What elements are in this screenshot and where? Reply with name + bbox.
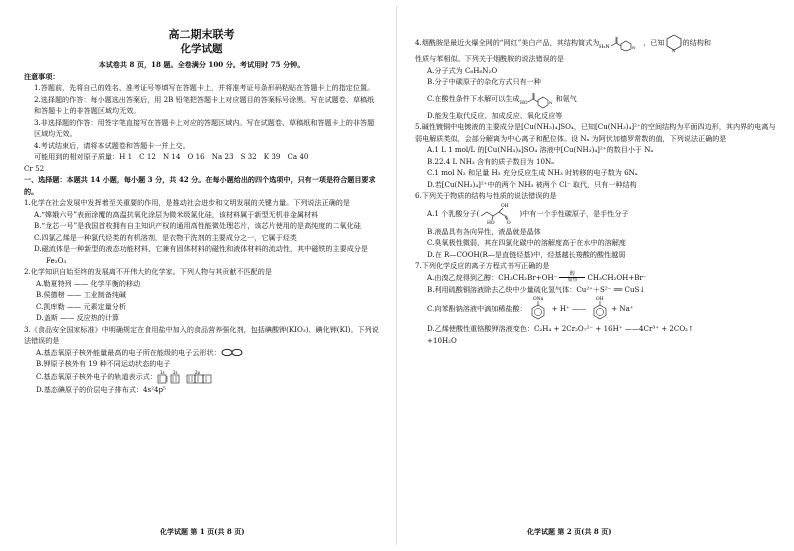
lactic-acid-structure xyxy=(479,202,519,226)
q7-option-c xyxy=(415,295,780,323)
page-1-footer: 化学试题 第 1 页(共 8 页) xyxy=(160,527,245,536)
page-2-content xyxy=(415,33,780,346)
svg-text:HO: HO xyxy=(519,100,528,106)
exam-title: 高二期末联考 xyxy=(168,28,235,41)
q1-option-a: A.“嫦娥六号”表面涂覆的高温抗氧化涂层为微米级氮化硅，该材料属于新型无机非金属材料 xyxy=(34,209,319,219)
phenol-structure xyxy=(589,295,611,323)
q3-option-c xyxy=(24,370,379,384)
q7-option-a xyxy=(415,272,780,284)
q2-option-b: B.侯德榜 —— 工业制备纯碱 xyxy=(36,290,127,299)
q5-option-b: B.22.4 L NH₃ 含有的质子数目为 10Nₐ xyxy=(427,156,554,166)
svg-text:O: O xyxy=(507,220,512,226)
q1-option-c: C.四氯乙烯是一种氯代烃类的有机溶剂，是衣物干洗剂的主要成分之一，它属于烃类 xyxy=(34,232,297,242)
q4-stem-a: 4.烟酰胺是最近火爆全网的“网红”美白产品，其结构简式为 xyxy=(415,38,600,48)
q6-stem: 6.下列关于物质的结构与性质的说法错误的是 xyxy=(415,191,557,200)
q2-option-d: D.盖斯 —— 反应热的计算 xyxy=(36,313,120,322)
svg-text:N: N xyxy=(548,99,553,105)
exam-subtitle: 化学试题 xyxy=(180,43,223,55)
q1-option-b: B.“龙芯一号”是我国首枚拥有自主知识产权的通用高性能微处理芯片，该芯片使用的是高纯度的二氧化硅 xyxy=(34,221,361,230)
q4-option-b: B.分子中碳原子的杂化方式只有一种 xyxy=(427,77,541,86)
dumbbell-orbital-icon xyxy=(221,348,243,357)
note-4: 4.考试结束后，请将本试题卷和答题卡一并上交。 xyxy=(34,140,190,150)
svg-text:N: N xyxy=(671,48,676,52)
arrow-condition-top: 醇 xyxy=(569,270,575,277)
q6-option-a-tail: )中有一个手性碳原子，是手性分子 xyxy=(519,208,629,218)
q4-stem-b: ，已知 xyxy=(643,38,665,48)
notes-header: 注意事项： xyxy=(24,71,60,81)
nicotinamide-amide-label: H₂N xyxy=(599,44,611,50)
svg-text:HO: HO xyxy=(487,220,496,226)
note-3: 3.非选择题的作答：用签字笔直接写在答题卡上对应的答题区域内。写在试题卷、草稿纸和答题卡上的非答题区域均无效。 xyxy=(34,117,375,138)
q6-option-a xyxy=(415,202,780,226)
orbital-diagram xyxy=(157,370,219,384)
orbital-label-2s: 2s xyxy=(172,369,178,375)
q4-option-c xyxy=(415,88,780,110)
q5-option-a: A.1 L 1 mol/L 的[Cu(NH₃)₄]SO₄ 溶液中[Cu(NH₃)₄]²⁺的数目小于 Nₐ xyxy=(427,145,654,154)
q3-option-a-text: A.基态氧原子核外能量最高的电子所在能级的电子云形状： xyxy=(36,347,221,357)
q2-option-a: A.勒夏特列 —— 化学平衡的移动 xyxy=(36,278,141,288)
q6-option-b: B.液晶具有各向异性，液晶就是晶体 xyxy=(427,226,541,236)
q7-option-c-text: C.向苯酚钠溶液中滴加稀盐酸： xyxy=(427,304,527,314)
q2-stem: 2.化学知识自始至终的发展离不开伟大的化学家。下列人物与其贡献不匹配的是 xyxy=(24,267,272,276)
sodium-phenoxide-label: ONa xyxy=(532,297,543,302)
q4-stem xyxy=(415,33,780,53)
q3-option-b: B.钾原子核外有 19 种不同运动状态的电子 xyxy=(36,359,171,368)
q3-option-a xyxy=(24,347,379,359)
q5-stem: 5.碱性镀铜中电镀液的主要成分是[Cu(NH₃)₄]SO₄，已知[Cu(NH₃)₄]²⁺的空间结构为平面四边形，其内界的电离与弱电解质类似，会部分解离为中心离子和配位体。设 Nₐ 为阿伏加德罗常数的值，下列说法正确的是 xyxy=(415,122,776,143)
q3-stem: 3.《食品安全国家标准》中明确规定在食用盐中加入的食品营养强化剂，包括碘酸钾(KIO₃)、碘化钾(KI)。下列说法错误的是 xyxy=(24,324,379,345)
page-2 xyxy=(397,0,794,551)
note-1: 1.答题前，先将自己的姓名、准考证号等填写在答题卡上，并将准考证号条形码粘贴在答题卡上的指定位置。 xyxy=(34,83,375,92)
q7-option-a-text: A.由溴乙烷得到乙醇：CH₃CH₂Br+OH⁻ xyxy=(427,272,558,282)
nicotinamide-structure xyxy=(599,33,643,53)
q6-option-d: D.在 R—COOH(R—是直链烃基)中，烃基越长羧酸的酸性越弱 xyxy=(427,249,626,259)
q7-option-d: D.乙烯使酸性重铬酸钾溶液变色：C₂H₄ + 2Cr₂O₇²⁻ + 16H⁺ ——4Cr³⁺ + 2CO₂↑ xyxy=(427,324,694,333)
page-2-footer: 化学试题 第 2 页(共 8 页) xyxy=(527,527,612,536)
q1-option-d: D.磁流体是一种新型的液态功能材料，它兼有固体材料的磁性和液体材料的流动性，其中磁铁的主要成分是 Fe₂O₃ xyxy=(34,244,368,265)
q6-option-a-text: A.1 个乳酸分子( xyxy=(427,208,480,218)
q4-option-d: D.能发生取代反应、加成反应、氧化反应等 xyxy=(427,110,563,120)
q7-stem: 7.下列化学反应的离子方程式书写正确的是 xyxy=(415,261,550,270)
q4-stem-c: 的结构和 xyxy=(682,38,711,48)
arrow-condition-bottom: 加热 xyxy=(567,277,578,283)
orbital-label-2p: 2p xyxy=(194,369,201,375)
q4-option-a: A.分子式为 C₆H₆N₂O xyxy=(427,65,498,75)
section-header: 一、选择题：本题共 14 小题，每小题 3 分，共 42 分。在每小题给出的四个选项中，只有一项是符合题目要求的。 xyxy=(24,175,376,196)
atomic-mass-cont: Cr 52 xyxy=(24,163,45,173)
orbital-label-1s: 1s xyxy=(159,369,165,375)
q1-stem: 1.化学在社会发展中发挥着至关重要的作用，是推动社会进步和文明发展的关键力量。下列说法正确的是 xyxy=(24,198,350,207)
q4-stem-line2: 性质与苯相似。下列关于烟酰胺的说法错误的是 xyxy=(415,54,564,63)
q7-option-c-mid: + H⁺ —— xyxy=(551,304,587,314)
sodium-phenoxide-structure xyxy=(527,295,549,323)
q7-option-d-cont: +10H₂O xyxy=(427,335,457,345)
q4-option-c-text: C.在酸性条件下水解可以生成 xyxy=(427,93,520,103)
phenol-label: OH xyxy=(596,297,604,302)
q2-option-c: C.凯库勒 —— 元素定量分析 xyxy=(36,301,126,311)
q5-option-d: D.若[Cu(NH₃)₄]²⁺中的两个 NH₃ 被两个 Cl⁻ 取代，只有一种结构 xyxy=(427,179,637,189)
atomic-mass: 可能用到的相对原子质量：H 1 C 12 N 14 O 16 Na 23 S 32 K 39 Ca 40 xyxy=(34,152,309,161)
q7-option-c-tail: + Na⁺ xyxy=(611,304,634,314)
svg-text:OH: OH xyxy=(501,203,510,209)
q4-option-c-tail: 和氨气 xyxy=(555,93,577,103)
page-1-content xyxy=(24,22,379,395)
q6-option-c: C.臭氧极性微弱，其在四氯化碳中的溶解度高于在水中的溶解度 xyxy=(427,238,626,247)
note-2: 2.选择题的作答：每小题选出答案后，用 2B 铅笔把答题卡上对应题目的答案标号涂黑。写在试题卷、草稿纸和答题卡上的非答题区域均无效。 xyxy=(34,94,375,115)
q7-option-b: B.利用硫酸铜溶液除去乙炔中少量硫化氢气体：Cu²⁺＋S²⁻ ══ CuS↓ xyxy=(427,284,646,294)
q5-option-c: C.1 mol N₂ 和足量 H₂ 充分反应生成 NH₃ 时转移的电子数为 6Nₐ xyxy=(427,168,638,177)
reaction-arrow xyxy=(559,272,585,284)
q3-option-d: D.基态碘原子的价层电子排布式：4s²4p⁵ xyxy=(36,384,166,394)
q7-option-a-tail: CH₃CH₂OH+Br⁻ xyxy=(587,272,647,282)
exam-info: 本试卷共 8 页，18 题。全卷满分 100 分。考试用时 75 分钟。 xyxy=(98,60,305,69)
nicotinic-acid-structure xyxy=(520,88,556,110)
q3-option-c-text: C.基态氧原子核外电子的轨道表示式： xyxy=(36,371,157,381)
svg-text:N: N xyxy=(632,45,636,50)
pyridine-structure xyxy=(665,34,683,52)
